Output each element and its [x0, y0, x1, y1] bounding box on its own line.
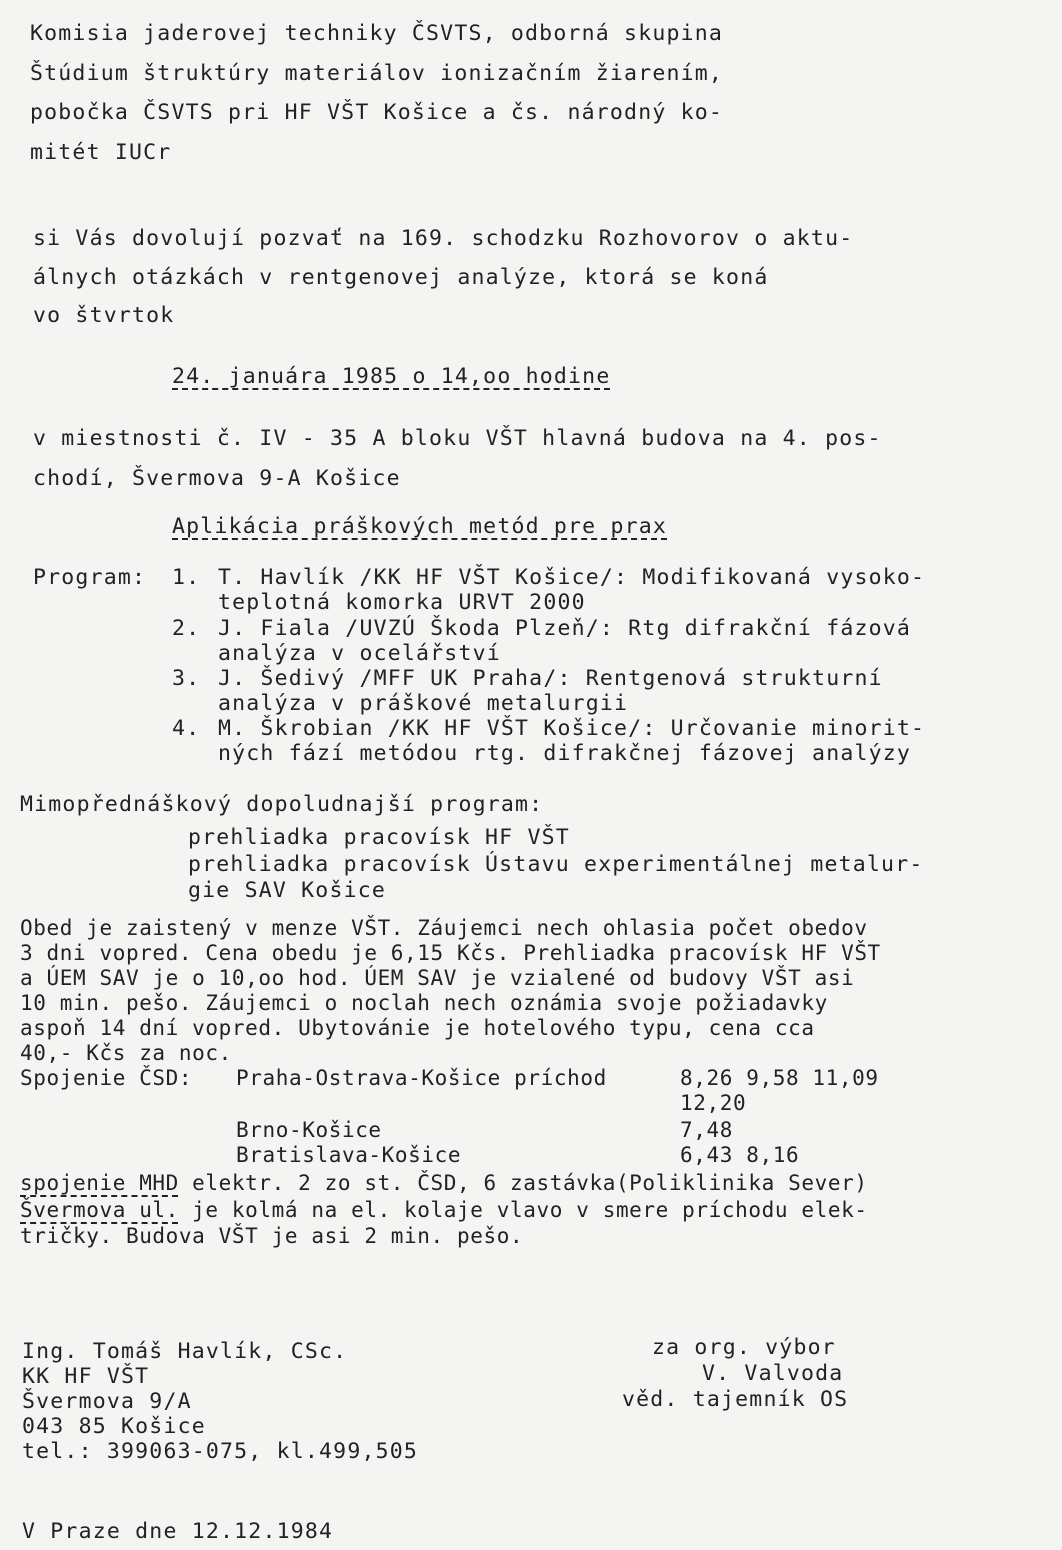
program-item-4-line-2: ných fází metódou rtg. difrakčnej fázovej analýzy: [218, 741, 912, 766]
tram-street: Švermova ul.: [20, 1198, 179, 1222]
meeting-topic: Aplikácia práškových metód pre prax: [172, 514, 668, 539]
program-item-1-num: 1.: [172, 565, 201, 590]
program-item-3-line-2: analýza v práškové metalurgii: [218, 691, 629, 716]
lunch-line-5: aspoň 14 dní vopred. Ubytovánie je hotelového typu, cena cca: [20, 1016, 815, 1040]
tram-line-1-text: elektr. 2 zo st. ČSD, 6 zastávka(Poliklinika Sever): [178, 1171, 868, 1195]
committee-line-3: věd. tajemník OS: [622, 1387, 849, 1412]
trains-label: Spojenie ČSD:: [20, 1066, 193, 1090]
program-item-2-line-2: analýza v ocelářství: [218, 641, 501, 666]
header-line-2: Štúdium štruktúry materiálov ionizačním žiarením,: [30, 61, 724, 86]
header-line-3: pobočka ČSVTS pri HF VŠT Košice a čs. národný ko-: [30, 100, 724, 125]
header-line-4: mitét IUCr: [30, 140, 172, 165]
tram-line-1: [20, 1173, 868, 1194]
location-line-2: chodí, Švermova 9-A Košice: [33, 466, 401, 491]
lunch-line-1: Obed je zaistený v menze VŠT. Záujemci nech ohlasia počet obedov: [20, 916, 868, 940]
train-times-4: 6,43 8,16: [680, 1143, 800, 1167]
place-date: V Praze dne 12.12.1984: [22, 1519, 334, 1544]
extra-program-heading: Mimopřednáškový dopoludnajší program:: [20, 792, 544, 817]
invite-line-1: si Vás dovolují pozvať na 169. schodzku Rozhovorov o aktu-: [33, 226, 854, 251]
committee-line-1: za org. výbor: [652, 1335, 836, 1360]
lunch-line-4: 10 min. pešo. Záujemci o noclah nech oznámia svoje požiadavky: [20, 991, 828, 1015]
program-item-4-line-1: M. Škrobian /KK HF VŠT Košice/: Určovanie minorit-: [218, 716, 926, 741]
location-line-1: v miestnosti č. IV - 35 A bloku VŠT hlavná budova na 4. pos-: [33, 426, 882, 451]
extra-program-line-3: gie SAV Košice: [188, 878, 387, 903]
contact-street: Švermova 9/A: [22, 1389, 192, 1414]
program-item-2-line-1: J. Fiala /UVZÚ Škoda Plzeň/: Rtg difrakční fázová: [218, 616, 912, 641]
tram-line-2: [20, 1200, 868, 1221]
program-item-1-line-1: T. Havlík /KK HF VŠT Košice/: Modifikovaná vysoko-: [218, 565, 926, 590]
train-times-1: 8,26 9,58 11,09: [680, 1066, 879, 1090]
train-route-3: Brno-Košice: [236, 1118, 382, 1142]
committee-line-2: V. Valvoda: [702, 1361, 844, 1386]
program-item-3-line-1: J. Šedivý /MFF UK Praha/: Rentgenová strukturní: [218, 666, 883, 691]
program-item-1-line-2: teplotná komorka URVT 2000: [218, 590, 586, 615]
invite-line-3: vo štvrtok: [33, 303, 175, 328]
program-item-3-num: 3.: [172, 666, 201, 691]
extra-program-line-2: prehliadka pracovísk Ústavu experimentálnej metalur-: [188, 852, 924, 877]
lunch-line-6: 40,- Kčs za noc.: [20, 1041, 232, 1065]
contact-city: 043 85 Košice: [22, 1414, 206, 1439]
train-route-1: Praha-Ostrava-Košice príchod: [236, 1066, 607, 1090]
program-label: Program:: [33, 565, 147, 590]
contact-phone: tel.: 399063-075, kl.499,505: [22, 1439, 419, 1464]
tram-label: spojenie MHD: [20, 1171, 179, 1195]
tram-line-2-text: je kolmá na el. kolaje vlavo v smere príchodu elek-: [178, 1198, 868, 1222]
lunch-line-2: 3 dni vopred. Cena obedu je 6,15 Kčs. Prehliadka pracovísk HF VŠT: [20, 941, 881, 965]
invite-line-2: álnych otázkách v rentgenovej analýze, ktorá se koná: [33, 265, 769, 290]
contact-dept: KK HF VŠT: [22, 1364, 150, 1389]
program-item-2-num: 2.: [172, 616, 201, 641]
extra-program-line-1: prehliadka pracovísk HF VŠT: [188, 825, 570, 850]
lunch-line-3: a ÚEM SAV je o 10,oo hod. ÚEM SAV je vzialené od budovy VŠT asi: [20, 966, 855, 990]
train-route-4: Bratislava-Košice: [236, 1143, 462, 1167]
program-item-4-num: 4.: [172, 716, 201, 741]
contact-name: Ing. Tomáš Havlík, CSc.: [22, 1339, 348, 1364]
meeting-date: 24. januára 1985 o 14,oo hodine: [172, 364, 611, 389]
tram-line-3: tričky. Budova VŠT je asi 2 min. pešo.: [20, 1224, 524, 1248]
header-line-1: Komisia jaderovej techniky ČSVTS, odborná skupina: [30, 21, 724, 46]
train-times-3: 7,48: [680, 1118, 733, 1142]
train-times-2: 12,20: [680, 1091, 747, 1115]
